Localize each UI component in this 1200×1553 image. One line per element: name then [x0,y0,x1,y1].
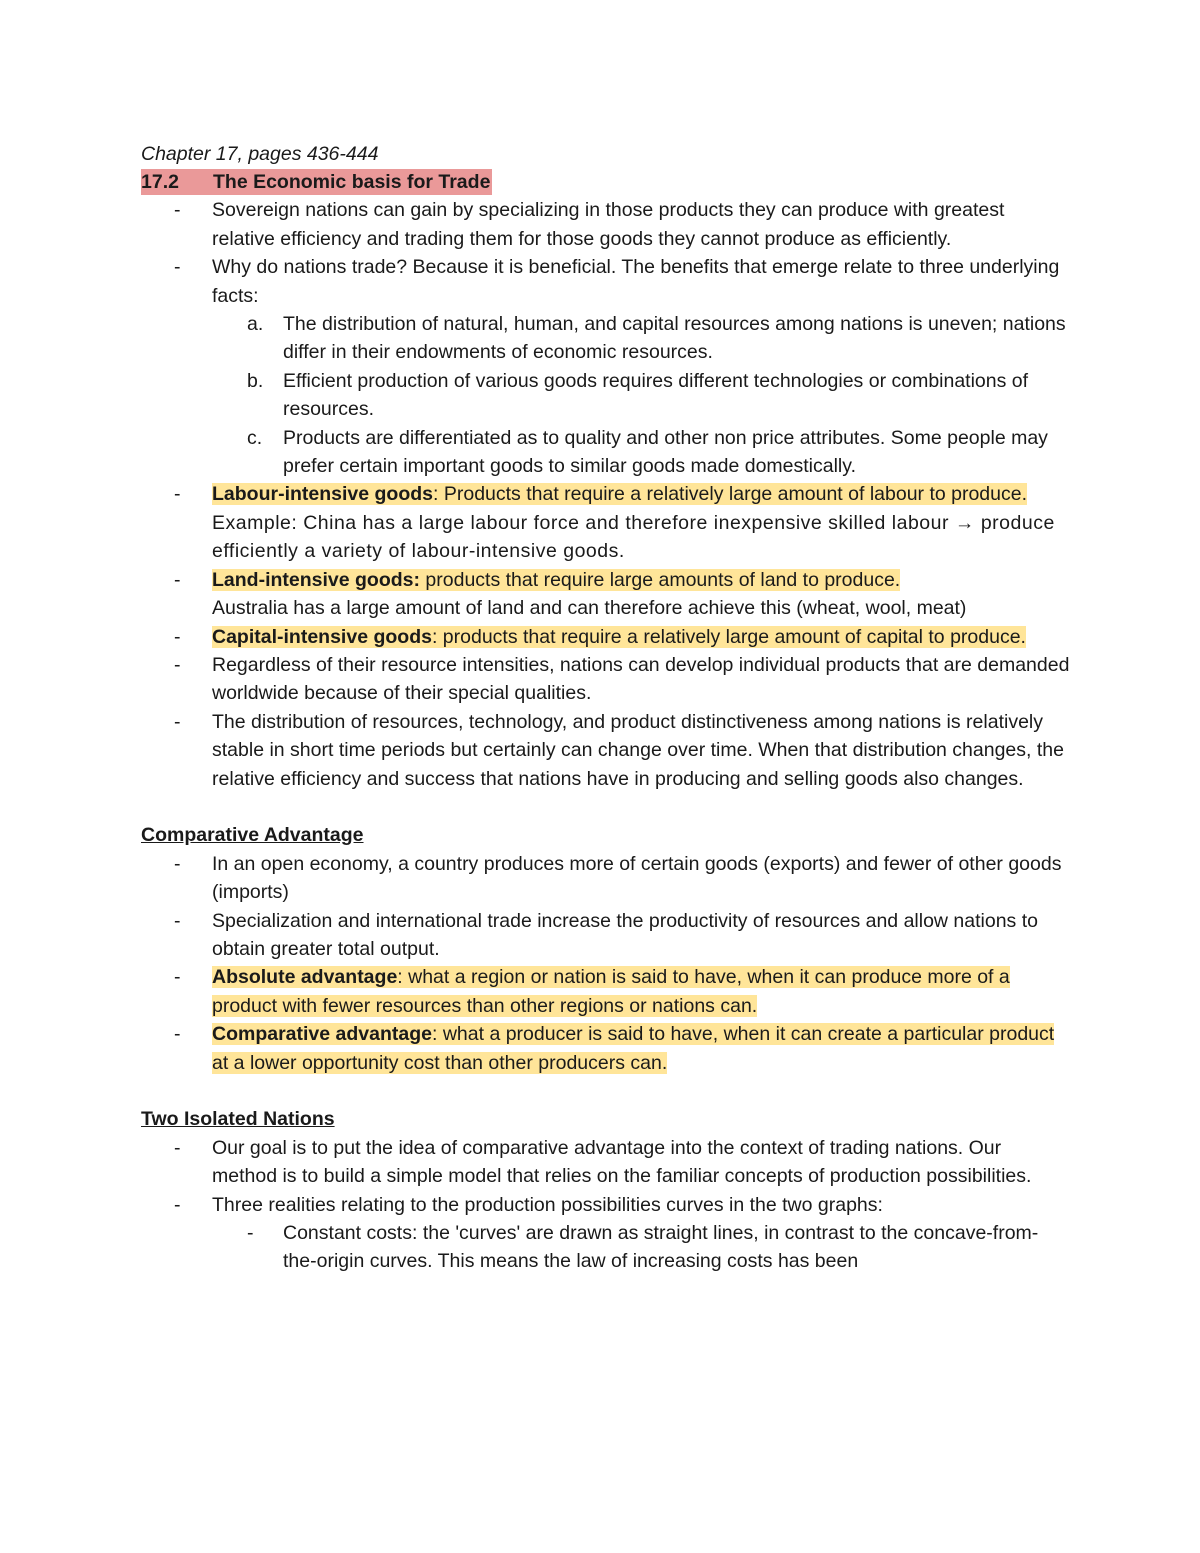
bullet-dash: - [174,966,181,989]
bullet-dash: - [174,909,181,932]
list-item [141,480,1071,565]
item-text: Three realities relating to the production possibilities curves in the two graphs: [212,1193,883,1216]
term-comparative-advantage: Comparative advantage [212,1023,432,1046]
subheading-two-isolated-nations: Two Isolated Nations [141,1108,335,1131]
list-item [141,850,1071,907]
definition-text: : what a producer is said to have, when it can create a particular product at a lower opportunity cost than other producers can. [212,1023,1055,1074]
item-text: Our goal is to put the idea of comparative advantage into the context of trading nations. Our method is to build a simple model that relies on the familiar concepts of production possibilities. [212,1136,1032,1188]
list-item [141,196,1071,253]
bullet-dash: - [174,710,181,733]
term-labour-intensive: Labour-intensive goods [212,483,434,506]
bullet-dash: - [174,625,181,648]
list-item [212,367,1071,424]
definition-text: : what a region or nation is said to have, when it can produce more of a product with fewer resources than other regions or nations can. [212,966,1010,1017]
list-item [141,651,1071,708]
chapter-reference: Chapter 17, pages 436-444 [141,143,379,165]
bullet-dash: - [247,1222,254,1244]
list-item [141,1020,1071,1077]
item-text: Sovereign nations can gain by specializing in those products they can produce with greatest relative efficiency and trading them for those goods they cannot produce as efficiently. [212,199,1005,250]
bullet-dash: - [174,1136,181,1159]
item-text: Efficient production of various goods requires different technologies or combinations of resources. [283,369,1029,421]
item-text: Specialization and international trade increase the productivity of resources and allow nations to obtain greater total output. [212,909,1038,960]
resource-intensity-list [141,480,1071,792]
term-absolute-advantage: Absolute advantage [212,966,398,989]
item-text: Products are differentiated as to quality and other non price attributes. Some people may prefer certain important goods to similar goods made domestically. [283,426,1048,478]
blank-line [141,793,1071,821]
section-heading-highlight [141,169,492,195]
highlighted-definition [212,626,1026,648]
isolated-nations-list [141,1134,1071,1276]
highlighted-definition [212,569,900,591]
term-land-intensive: Land-intensive goods: [212,568,421,591]
list-item [141,253,1071,310]
list-marker: a. [247,313,264,336]
nested-bullet-list [212,1219,1071,1276]
item-text: Regardless of their resource intensities, nations can develop individual products that are demanded worldwide because of their special qualities. [212,653,1070,705]
item-text: Why do nations trade? Because it is beneficial. The benefits that emerge relate to three underlying facts: [212,256,1060,307]
section-title: The Economic basis for Trade [213,171,491,194]
blank-line [141,1077,1071,1105]
item-text: Constant costs: the 'curves' are drawn as straight lines, in contrast to the concave-from-the-origin curves. This means the law of increasing costs has been [283,1222,1039,1273]
bullet-dash: - [174,1193,181,1216]
item-text: The distribution of resources, technology, and product distinctiveness among nations is relatively stable in short time periods but certainly can change over time. When that distribution changes, the relative efficiency and success that nations have in producing and selling goods also changes. [212,710,1064,790]
list-marker: b. [247,369,264,392]
list-item [212,310,1071,367]
bullet-dash: - [174,653,181,676]
example-text: Australia has a large amount of land and can therefore achieve this (wheat, wool, meat) [212,597,967,620]
list-item [141,963,1071,1020]
section-bullet-list [141,196,1071,310]
list-item [141,623,1071,651]
item-text: The distribution of natural, human, and capital resources among nations is uneven; nations differ in their endowments of economic resources. [283,313,1066,364]
bullet-dash: - [174,199,181,222]
facts-list [141,310,1071,480]
definition-text: : products that require a relatively large amount of capital to produce. [431,625,1026,648]
comparative-advantage-list [141,850,1071,1077]
bullet-dash: - [174,483,181,506]
highlighted-definition [212,1023,1054,1073]
list-item [141,708,1071,793]
bullet-dash: - [174,852,181,875]
section-number: 17.2 [141,171,179,194]
list-item [212,424,1071,481]
list-item [141,907,1071,964]
definition-text: : Products that require a relatively large amount of labour to produce. [433,483,1028,506]
highlighted-definition [212,483,1027,505]
example-text: Example: China has a large labour force and therefore inexpensive skilled labour → produce efficiently a variety of labour-intensive goods. [212,511,1055,563]
list-item [141,566,1071,623]
bullet-dash: - [174,256,181,279]
list-marker: c. [247,426,263,449]
list-item [212,1219,1071,1276]
section-heading [141,168,1071,196]
list-item [141,1134,1071,1191]
definition-text: products that require large amounts of land to produce. [420,568,901,591]
list-item [141,1191,1071,1276]
bullet-dash: - [174,1023,181,1046]
subheading-comparative-advantage: Comparative Advantage [141,824,364,847]
term-capital-intensive: Capital-intensive goods [212,625,432,648]
bullet-dash: - [174,568,181,591]
highlighted-definition [212,966,1010,1016]
item-text: In an open economy, a country produces more of certain goods (exports) and fewer of other goods (imports) [212,852,1062,904]
document-body [141,140,1071,1276]
